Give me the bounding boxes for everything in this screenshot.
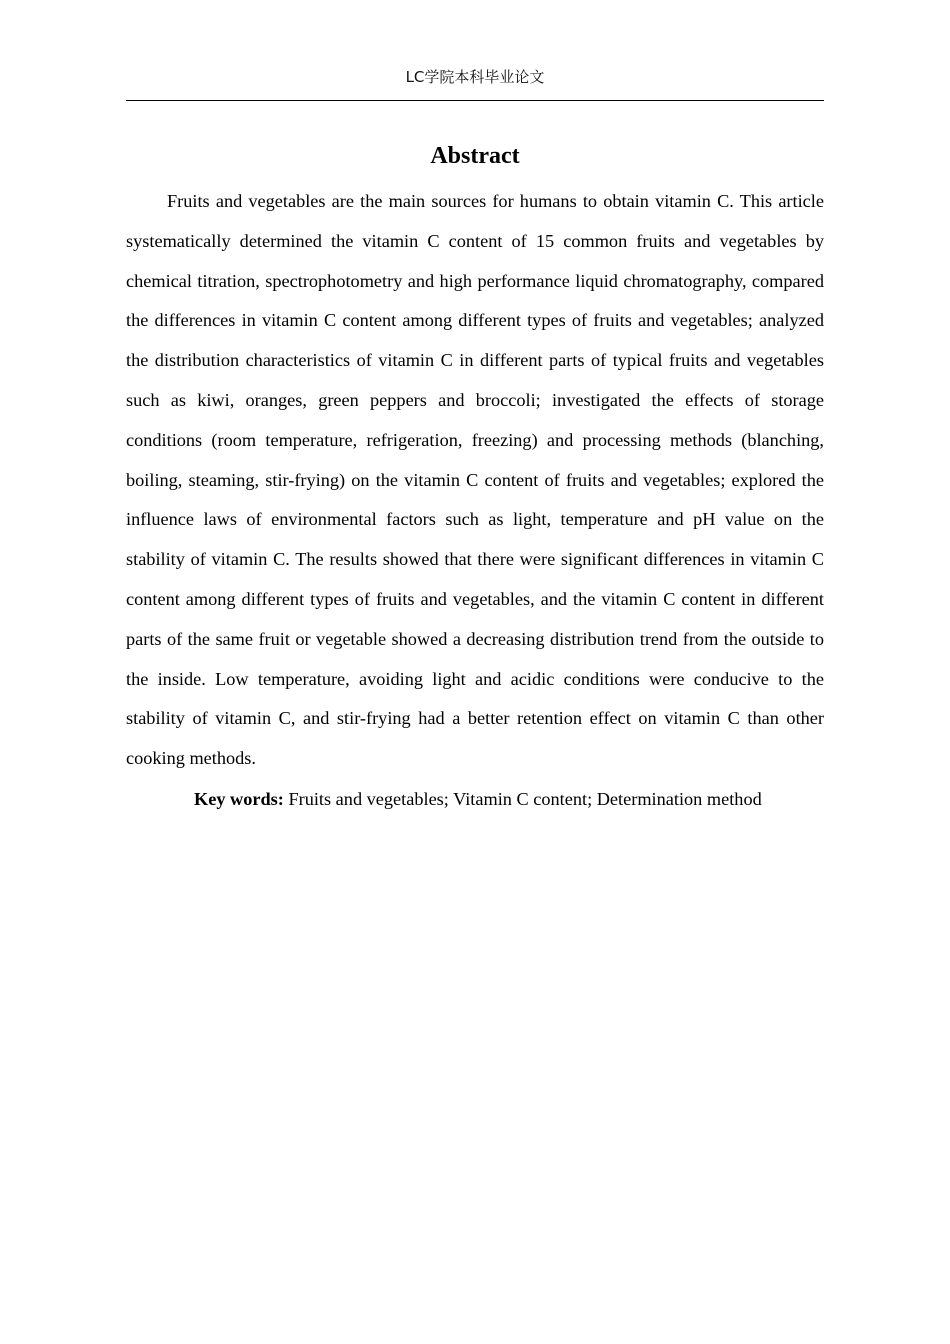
keywords-label: Key words: xyxy=(194,789,284,809)
abstract-title: Abstract xyxy=(430,143,520,169)
running-header-title: LC学院本科毕业论文 xyxy=(405,68,545,86)
keywords-text: Fruits and vegetables; Vitamin C content; Determination method xyxy=(283,789,762,809)
abstract-body: Fruits and vegetables are the main sources for humans to obtain vitamin C. This article systematically determined the vitamin C content of 15 common fruits and vegetables by chemical titration, spectrophotometry and high performance liquid chromatography, compared the differences in vitamin C content among different types of fruits and vegetables; analyzed the distribution characteristics of vitamin C in different parts of typical fruits and vegetables such as kiwi, oranges, green peppers and broccoli; investigated the effects of storage conditions (room temperature, refrigeration, freezing) and processing methods (blanching, boiling, steaming, stir-frying) on the vitamin C content of fruits and vegetables; explored the influence laws of environmental factors such as light, temperature and pH value on the stability of vitamin C. The results showed that there were significant differences in vitamin C content among different types of fruits and vegetables, and the vitamin C content in different parts of the same fruit or vegetable showed a decreasing distribution trend from the outside to the inside. Low temperature, avoiding light and acidic conditions were conducive to the stability of vitamin C, and stir-frying had a better retention effect on vitamin C than other cooking methods. xyxy=(126,191,824,769)
keywords-line xyxy=(126,780,824,820)
header-rule xyxy=(126,100,824,101)
